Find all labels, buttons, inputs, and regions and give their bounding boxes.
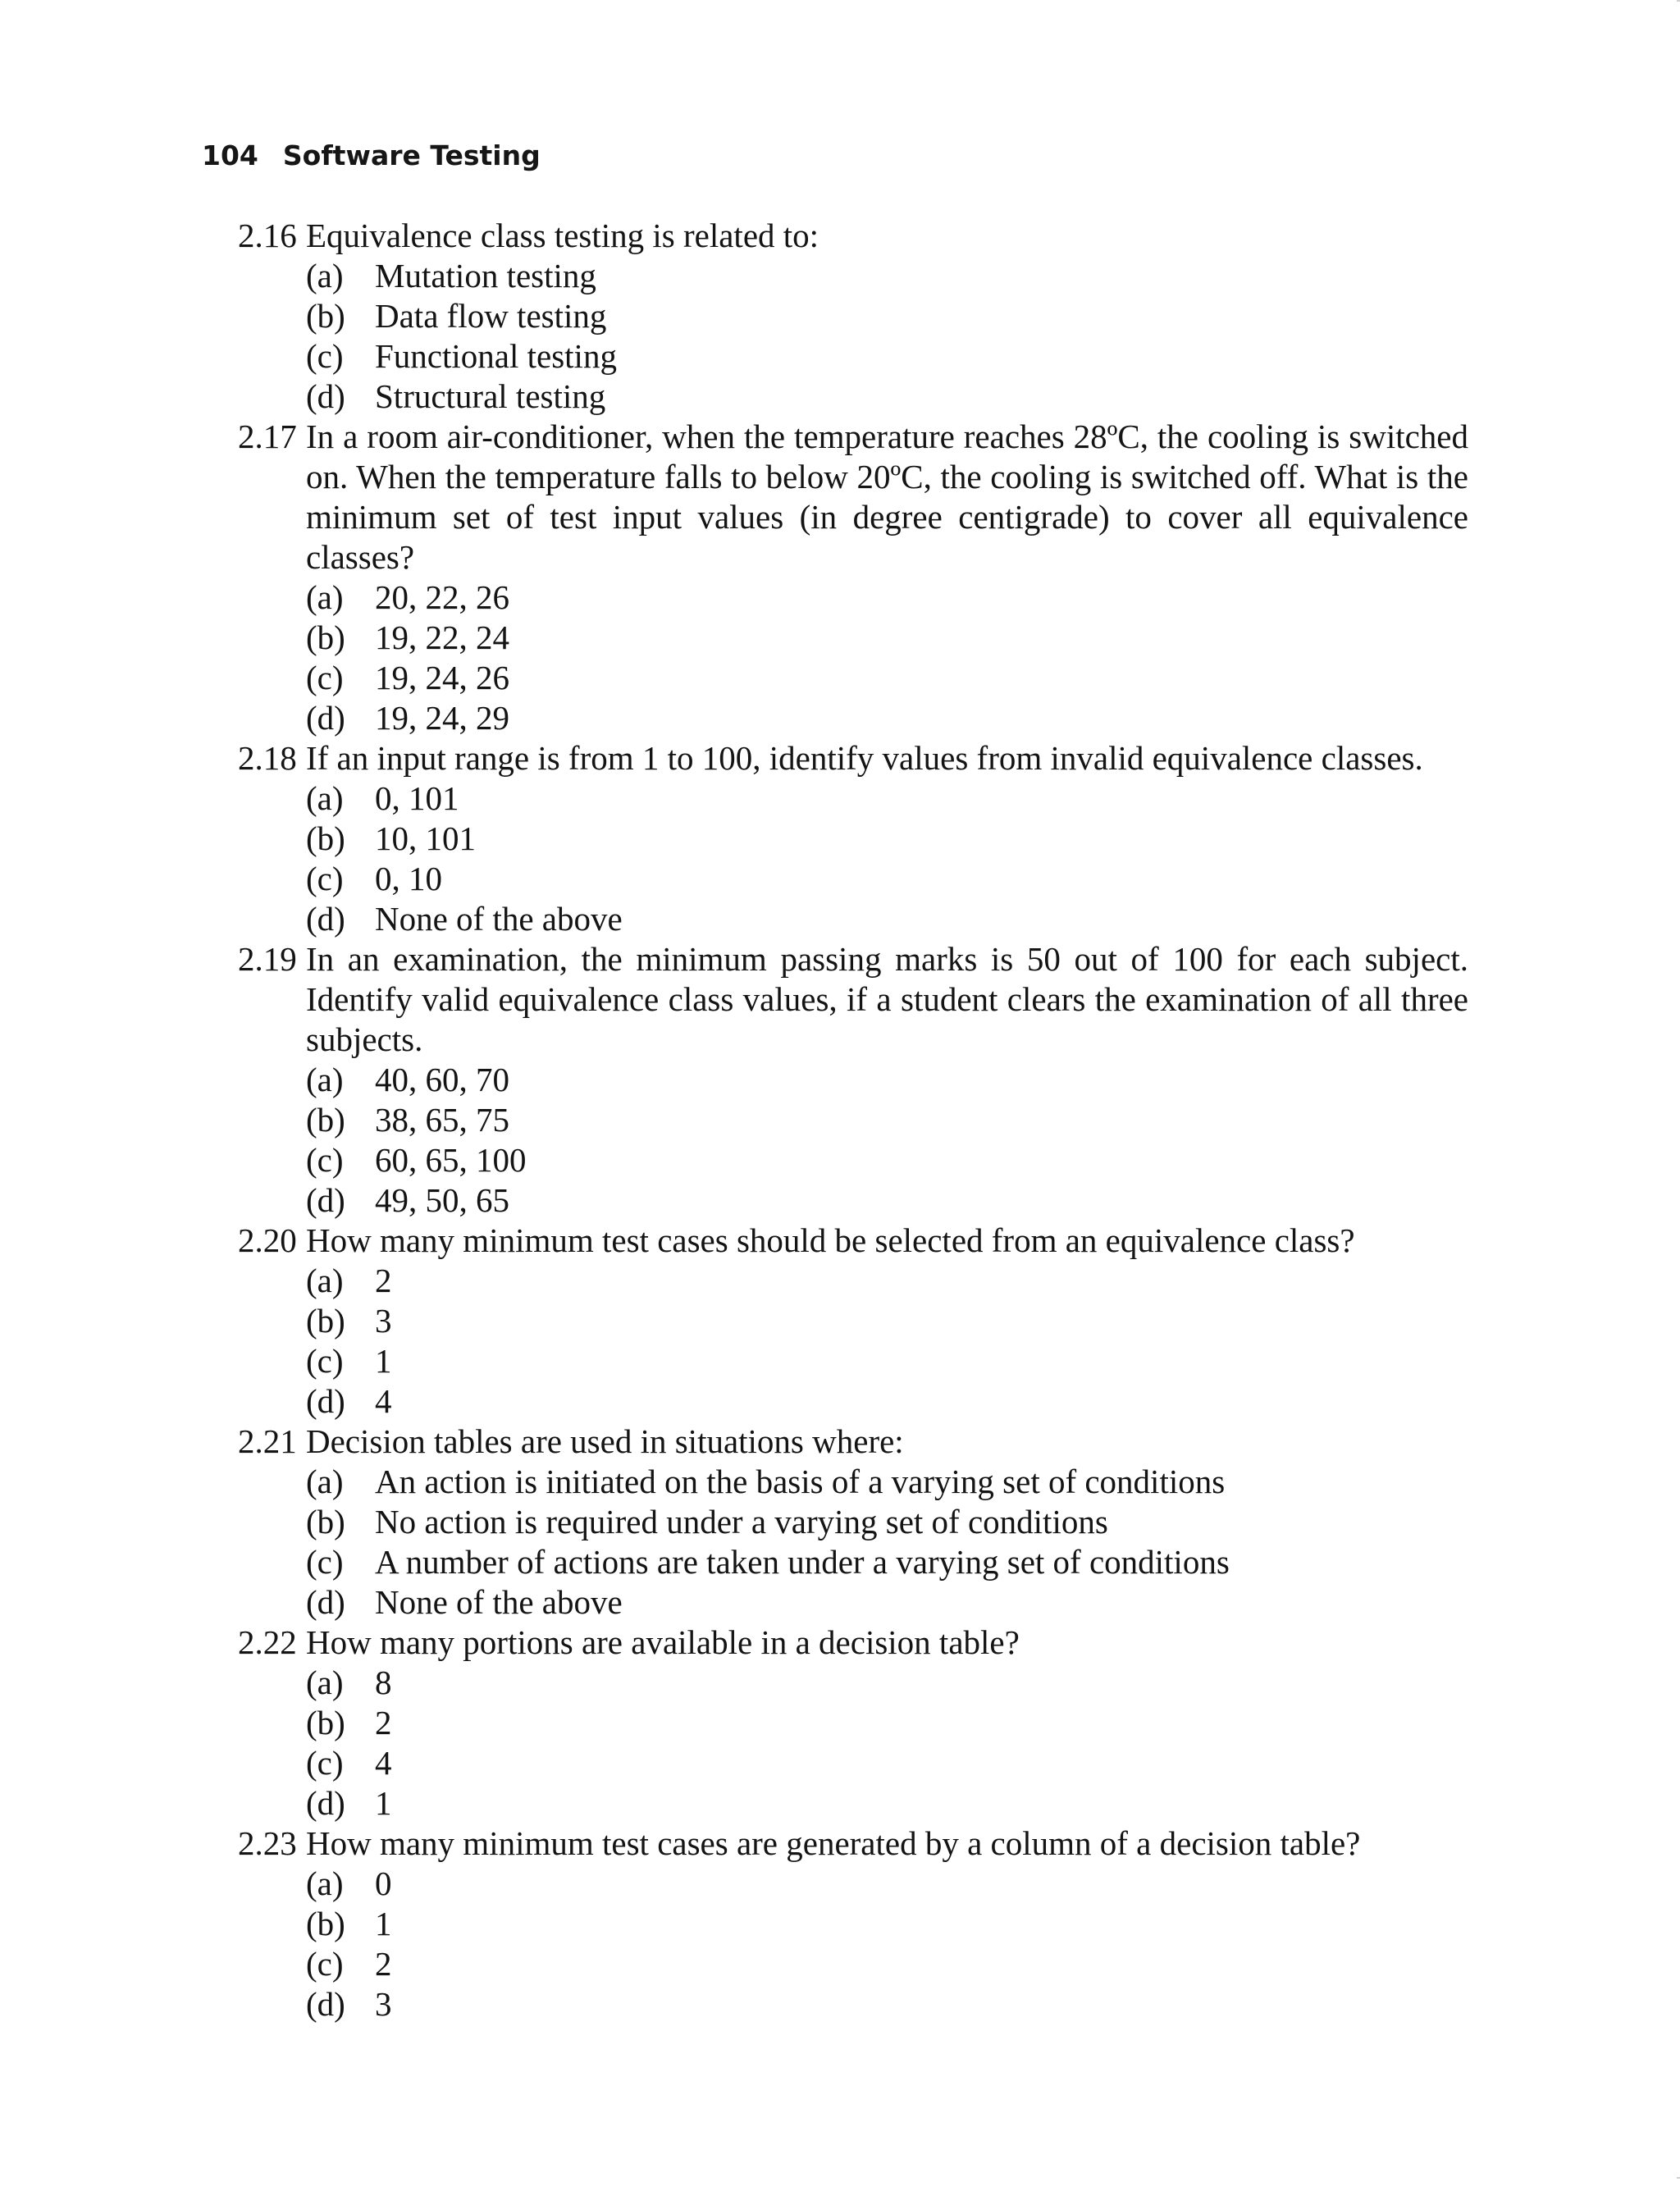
option-list — [306, 256, 1468, 417]
option-label: (d) — [306, 900, 345, 938]
option-text: 60, 65, 100 — [375, 1141, 527, 1179]
option-text: 49, 50, 65 — [375, 1181, 509, 1219]
question-2-17 — [238, 417, 1468, 738]
option-label: (d) — [306, 699, 345, 737]
option-label: (b) — [306, 1302, 345, 1340]
option-text: 4 — [375, 1382, 392, 1420]
question-text: Decision tables are used in situations where: — [306, 1422, 904, 1460]
question-number: 2.17 — [238, 418, 297, 455]
question-2-18 — [238, 738, 1468, 939]
option-d — [306, 899, 1468, 939]
option-label: (d) — [306, 377, 345, 415]
option-d — [306, 1582, 1468, 1623]
option-label: (d) — [306, 1583, 345, 1621]
option-label: (b) — [306, 1101, 345, 1139]
question-number: 2.21 — [238, 1422, 297, 1460]
option-label: (d) — [306, 1784, 345, 1822]
option-label: (a) — [306, 779, 344, 817]
option-c — [306, 1743, 1468, 1783]
option-label: (c) — [306, 1141, 344, 1179]
option-text: 1 — [375, 1342, 392, 1380]
option-text: 1 — [375, 1905, 392, 1942]
option-label: (d) — [306, 1985, 345, 2023]
option-label: (c) — [306, 1744, 344, 1782]
question-text: In a room air-conditioner, when the temperature reaches 28ºC, the cooling is switched on. When the temperature falls to below 20ºC, the cooling is switched off. What is the minimum set of test input values (in degree centigrade) to cover all equivalence classes? — [306, 418, 1468, 576]
option-text: 1 — [375, 1784, 392, 1822]
question-2-22 — [238, 1623, 1468, 1823]
option-text: None of the above — [375, 900, 623, 938]
option-list — [306, 577, 1468, 738]
option-b — [306, 1703, 1468, 1743]
question-2-23 — [238, 1823, 1468, 2024]
option-a — [306, 1864, 1468, 1904]
question-number: 2.16 — [238, 217, 297, 254]
option-label: (a) — [306, 1664, 344, 1701]
question-text: In an examination, the minimum passing marks is 50 out of 100 for each subject. Identify valid equivalence class values, if a student clears the examination of all three subjects. — [306, 940, 1468, 1058]
question-2-20 — [238, 1221, 1468, 1422]
book-title: Software Testing — [282, 139, 541, 171]
question-text: How many minimum test cases should be selected from an equivalence class? — [306, 1221, 1355, 1259]
option-label: (a) — [306, 1262, 344, 1299]
page-number: 104 — [202, 139, 258, 171]
option-b — [306, 819, 1468, 859]
question-2-16 — [238, 216, 1468, 417]
question-text: How many minimum test cases are generated by a column of a decision table? — [306, 1824, 1361, 1862]
option-text: Structural testing — [375, 377, 606, 415]
option-label: (b) — [306, 1704, 345, 1741]
option-list — [306, 1663, 1468, 1823]
option-b — [306, 1100, 1468, 1140]
option-c — [306, 1140, 1468, 1180]
option-label: (c) — [306, 1945, 344, 1983]
option-b — [306, 1502, 1468, 1542]
option-label: (c) — [306, 337, 344, 375]
option-b — [306, 1301, 1468, 1341]
option-d — [306, 1984, 1468, 2024]
question-number: 2.23 — [238, 1824, 297, 1862]
question-number: 2.22 — [238, 1623, 297, 1661]
option-label: (b) — [306, 618, 345, 656]
option-list — [306, 1261, 1468, 1422]
option-label: (d) — [306, 1382, 345, 1420]
option-text: A number of actions are taken under a varying set of conditions — [375, 1543, 1230, 1581]
option-label: (c) — [306, 1543, 344, 1581]
question-number: 2.20 — [238, 1221, 297, 1259]
option-text: An action is initiated on the basis of a varying set of conditions — [375, 1463, 1226, 1500]
option-text: 19, 24, 26 — [375, 659, 509, 696]
option-d — [306, 1381, 1468, 1422]
question-number: 2.19 — [238, 940, 297, 978]
option-text: 38, 65, 75 — [375, 1101, 509, 1139]
page-edge-mark — [1677, 2177, 1680, 2179]
option-c — [306, 336, 1468, 377]
option-label: (a) — [306, 1463, 344, 1500]
option-c — [306, 1542, 1468, 1582]
option-text: 3 — [375, 1302, 392, 1340]
option-a — [306, 1060, 1468, 1100]
option-c — [306, 658, 1468, 698]
option-text: Functional testing — [375, 337, 617, 375]
question-text: If an input range is from 1 to 100, identify values from invalid equivalence classes. — [306, 739, 1423, 777]
option-label: (a) — [306, 1865, 344, 1902]
option-b — [306, 618, 1468, 658]
option-a — [306, 1462, 1468, 1502]
option-text: 2 — [375, 1704, 392, 1741]
question-number: 2.18 — [238, 739, 297, 777]
option-d — [306, 698, 1468, 738]
option-label: (a) — [306, 578, 344, 616]
option-text: No action is required under a varying set of conditions — [375, 1503, 1108, 1540]
option-a — [306, 1663, 1468, 1703]
option-text: 19, 24, 29 — [375, 699, 509, 737]
option-text: 0 — [375, 1865, 392, 1902]
option-text: Mutation testing — [375, 257, 596, 294]
option-c — [306, 1944, 1468, 1984]
option-text: 2 — [375, 1262, 392, 1299]
option-d — [306, 377, 1468, 417]
option-label: (b) — [306, 1503, 345, 1540]
option-label: (c) — [306, 1342, 344, 1380]
option-label: (b) — [306, 297, 345, 335]
option-text: 10, 101 — [375, 819, 476, 857]
option-label: (a) — [306, 1061, 344, 1098]
option-a — [306, 778, 1468, 819]
option-text: 20, 22, 26 — [375, 578, 509, 616]
option-list — [306, 1060, 1468, 1221]
option-list — [306, 1864, 1468, 2024]
option-a — [306, 256, 1468, 296]
option-text: 0, 101 — [375, 779, 459, 817]
option-list — [306, 778, 1468, 939]
option-d — [306, 1180, 1468, 1221]
option-label: (b) — [306, 1905, 345, 1942]
question-text: How many portions are available in a decision table? — [306, 1623, 1020, 1661]
option-text: 2 — [375, 1945, 392, 1983]
option-text: Data flow testing — [375, 297, 607, 335]
option-label: (d) — [306, 1181, 345, 1219]
option-text: 19, 22, 24 — [375, 618, 509, 656]
option-b — [306, 1904, 1468, 1944]
option-text: 4 — [375, 1744, 392, 1782]
option-d — [306, 1783, 1468, 1823]
option-label: (c) — [306, 659, 344, 696]
option-a — [306, 1261, 1468, 1301]
question-list — [238, 216, 1468, 2024]
question-2-19 — [238, 939, 1468, 1221]
option-label: (b) — [306, 819, 345, 857]
option-c — [306, 1341, 1468, 1381]
option-c — [306, 859, 1468, 899]
option-label: (a) — [306, 257, 344, 294]
option-text: 3 — [375, 1985, 392, 2023]
question-text: Equivalence class testing is related to: — [306, 217, 819, 254]
option-label: (c) — [306, 860, 344, 897]
option-text: 0, 10 — [375, 860, 442, 897]
running-header — [202, 138, 541, 174]
page-edge-mark — [1677, 0, 1680, 2]
option-a — [306, 577, 1468, 618]
option-text: 8 — [375, 1664, 392, 1701]
question-2-21 — [238, 1422, 1468, 1623]
option-text: None of the above — [375, 1583, 623, 1621]
option-b — [306, 296, 1468, 336]
option-text: 40, 60, 70 — [375, 1061, 509, 1098]
option-list — [306, 1462, 1468, 1623]
